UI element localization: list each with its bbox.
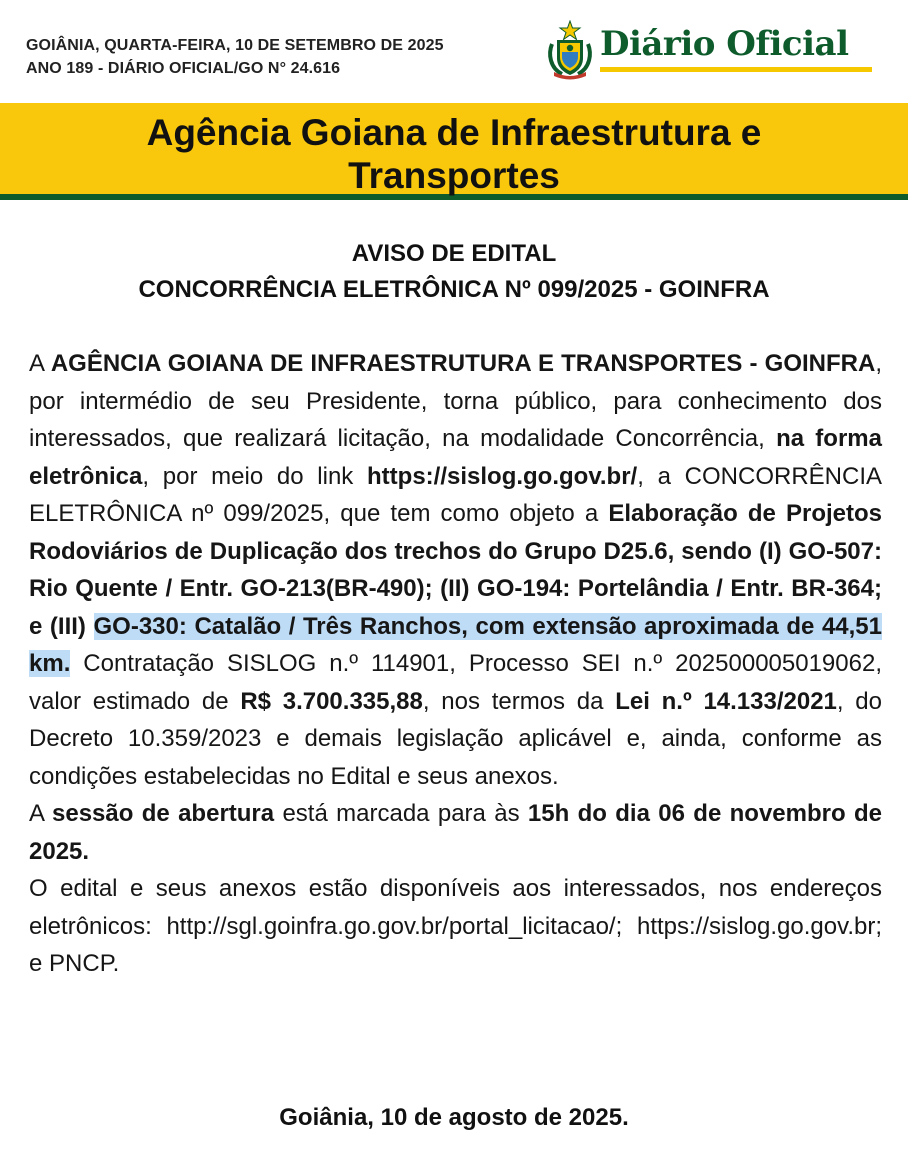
notice-heading (0, 236, 908, 308)
object-description-bold: Elaboração de Projetos Rodoviários de Duplicação dos trechos do Grupo D25.6, sendo (I) GO-507: Rio Quente / Entr. GO-213(BR-490); (II) GO-194: Portelândia / Entr. BR-364; e (III) (29, 500, 882, 640)
paragraph-session (29, 795, 882, 870)
dateline-date: GOIÂNIA, QUARTA-FEIRA, 10 DE SETEMBRO DE 2025 (26, 37, 444, 54)
text-run: está marcada para às (274, 800, 528, 827)
text-run: Contratação SISLOG n.º 114901, Processo SEI n.º 202500005019062, valor estimado de (29, 650, 882, 715)
brand-name: Diário Oficial (600, 24, 849, 64)
signoff-place-date: Goiânia, 10 de agosto de 2025. (279, 1104, 629, 1131)
sislog-link: https://sislog.go.gov.br/ (367, 462, 638, 490)
estimated-value-bold: R$ 3.700.335,88 (240, 687, 423, 715)
highlighted-text-selection[interactable]: GO-330: Catalão / Três Ranchos, com extensão aproximada de 44,51 km. (29, 612, 882, 677)
opening-session-bold: sessão de abertura (52, 800, 275, 827)
masthead (0, 0, 908, 100)
notice-body (29, 345, 882, 983)
law-reference-bold: Lei n.º 14.133/2021 (615, 687, 837, 715)
text-run: , nos termos da (422, 687, 616, 715)
text-run: O edital e seus anexos estão disponíveis aos interessados, nos endereços eletrônicos: http://sgl.goinfra.go.gov.br/portal_licitacao/; https://sislog.go.gov.br; e PNCP. (29, 875, 882, 977)
paragraph-announcement (29, 345, 882, 795)
agency-name-bold: AGÊNCIA GOIANA DE INFRAESTRUTURA E TRANSPORTES - GOINFRA (50, 350, 876, 377)
brand-underline (600, 67, 872, 72)
text-run: , por meio do link (142, 462, 368, 490)
text-run: A (29, 800, 53, 827)
dateline-edition: ANO 189 - DIÁRIO OFICIAL/GO N° 24.616 (26, 60, 341, 77)
electronic-form-bold: na forma eletrônica (29, 425, 882, 490)
agency-title: Agência Goiana de Infraestrutura e Transportes (146, 112, 762, 196)
diario-oficial-logo (546, 18, 886, 84)
paragraph-availability (29, 870, 882, 983)
dateline (26, 34, 444, 80)
goias-coat-of-arms-icon (546, 20, 594, 80)
notice-heading-line-2: CONCORRÊNCIA ELETRÔNICA Nº 099/2025 - GOINFRA (138, 276, 770, 303)
text-run: , por intermédio de seu Presidente, torna público, para conhecimento dos interessados, que realizará licitação, na modalidade Concorrência, (29, 350, 882, 452)
text-run: , a CONCORRÊNCIA ELETRÔNICA nº 099/2025, que tem como objeto a (29, 462, 883, 527)
text-run: A (29, 350, 51, 377)
notice-heading-line-1: AVISO DE EDITAL (351, 240, 557, 267)
agency-banner (0, 103, 908, 200)
text-run: , do Decreto 10.359/2023 e demais legislação aplicável e, ainda, conforme as condições estabelecidas no Edital e seus anexos. (29, 687, 883, 790)
session-datetime-bold: 15h do dia 06 de novembro de 2025. (29, 800, 882, 865)
